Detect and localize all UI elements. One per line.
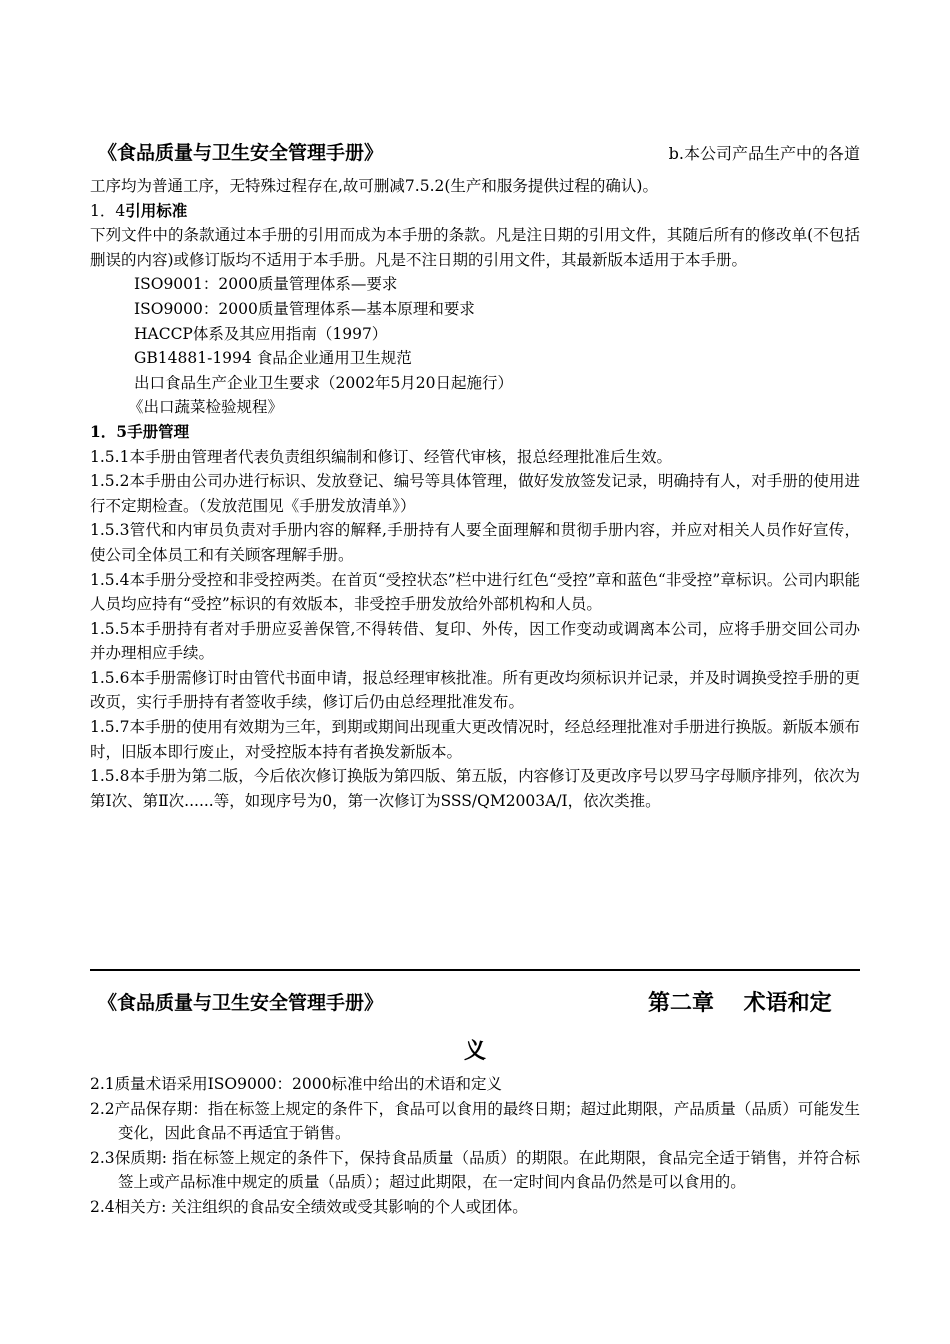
list-item: 1.5.7本手册的使用有效期为三年，到期或期间出现重大更改情况时，经总经理批准对手册进行换版。新版本颁布时，旧版本即行废止，对受控版本持有者换发新版本。 [90,718,860,761]
list-item: 1.5.4本手册分受控和非受控两类。在首页“受控状态”栏中进行红色“受控”章和蓝色“非受控”章标识。公司内职能人员均应持有“受控”标识的有效版本，非受控手册发放给外部机构和人员。 [90,570,860,614]
list-item: 1.5.6本手册需修订时由管代书面申请，报总经理审核批准。所有更改均须标识并记录，并及时调换受控手册的更改页，实行手册持有者签收手续，修订后仍由总经理批准发布。 [90,668,860,712]
section-title: 引用标准 [125,200,188,220]
manual-title: 《食品质量与卫生安全管理手册》 [98,142,384,164]
reference-item: 出口食品生产企业卫生要求（2002年5月20日起施行） [134,373,514,392]
reference-item: ISO9001：2000质量管理体系—要求 [134,275,398,294]
list-item: 1.5.5本手册持有者对手册应妥善保管,不得转借、复印、外传，因工作变动或调离本公司，应将手册交回公司办并办理相应手续。 [90,619,860,663]
reference-item: 《出口蔬菜检验规程》 [128,398,284,417]
chapter-title-continued: 义 [463,1038,486,1064]
definition-item: 2.4相关方: 关注组织的食品安全绩效或受其影响的个人或团体。 [90,1197,528,1216]
paragraph: 下列文件中的条款通过本手册的引用而成为本手册的条款。凡是注日期的引用文件，其随后所有的修改单(不包括删误的内容)或修订版均不适用于本手册。凡是不注日期的引用文件，其最新版本适用于本手册。 [90,226,860,269]
manual-title: 《食品质量与卫生安全管理手册》 [98,992,384,1014]
definition-item: 2.2产品保存期：指在标签上规定的条件下，食品可以食用的最终日期；超过此期限，产品质量（品质）可能发生变化，因此食品不再适宜于销售。 [90,1099,860,1143]
section-number: 1．4 [90,201,126,220]
section-body-2 [90,1072,860,1220]
chapter-title: 第二章 术语和定 [648,990,832,1016]
list-item: 1.5.1本手册由管理者代表负责组织编制和修订、经管代审核，报总经理批准后生效。 [90,447,672,466]
definition-item: 2.1质量术语采用ISO9000：2000标准中给出的术语和定义 [90,1075,502,1093]
continuation-text: 工序均为普通工序，无特殊过程存在,故可删减7.5.2(生产和服务提供过程的确认)。 [90,177,658,195]
reference-item: HACCP体系及其应用指南（1997） [134,324,388,343]
reference-item: ISO9000：2000质量管理体系—基本原理和要求 [134,299,475,318]
section-heading-1-4 [90,199,860,224]
section-heading-1-5: 1．5手册管理 [90,421,190,441]
page-separator [90,969,860,971]
list-item: 1.5.8本手册为第二版，今后依次修订换版为第四版、第五版，内容修订及更改序号以罗马字母顺序排列，依次为第Ⅰ次、第Ⅱ次......等，如现序号为0，第一次修订为SSS/QM2003A/I，依次类推。 [90,767,860,810]
list-item: 1.5.2本手册由公司办进行标识、发放登记、编号等具体管理，做好发放签发记录，明确持有人，对手册的使用进行不定期检查。（发放范围见《手册发放清单》） [90,472,860,515]
section-body-1 [90,174,860,813]
reference-item: GB14881-1994 食品企业通用卫生规范 [134,349,412,368]
header-continued-text: b.本公司产品生产中的各道 [668,144,860,163]
definition-item: 2.3保质期: 指在标签上规定的条件下，保持食品质量（品质）的期限。在此期限，食品完全适于销售，并符合标签上或产品标准中规定的质量（品质）；超过此期限，在一定时间内食品仍然是可以食用的。 [90,1148,860,1192]
list-item: 1.5.3管代和内审员负责对手册内容的解释,手册持有人要全面理解和贯彻手册内容，并应对相关人员作好宣传，使公司全体员工和有关顾客理解手册。 [90,521,860,564]
